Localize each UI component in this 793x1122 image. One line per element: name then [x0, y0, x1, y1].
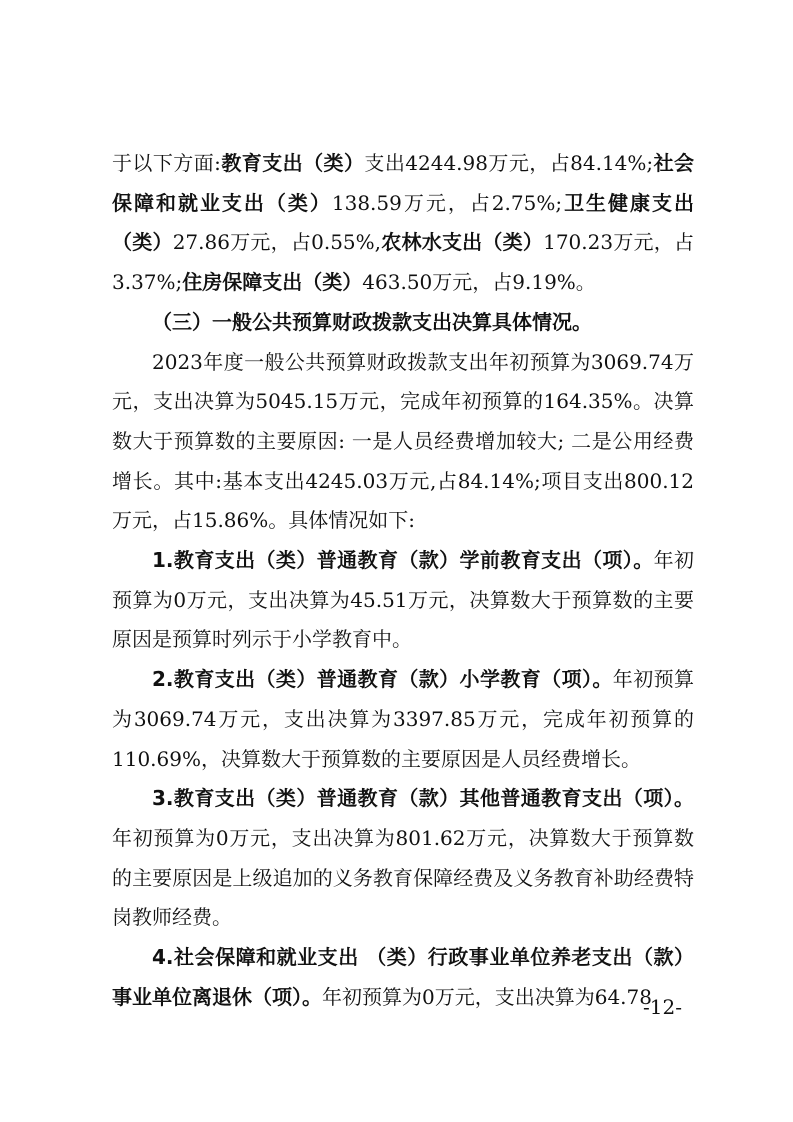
bold-heading-text: 住房保障支出（类） [182, 270, 363, 295]
body-text: 于以下方面: [112, 151, 221, 175]
paragraph-5 [112, 660, 694, 779]
paragraph-4 [112, 541, 694, 660]
body-text: 2023年度一般公共预算财政拨款支出年初预算为3069.74万元，支出决算为5045.15万元，完成年初预算的164.35%。决算数大于预算数的主要原因: 一是人员经费增加较大; 二是公用经费增长。其中:基本支出4245.03万元,占84.14%;项目支出800.12万元，占15.86%。具体情况如下: [112, 349, 694, 533]
bold-heading-text: （三）一般公共预算财政拨款支出决算具体情况。 [152, 309, 592, 334]
body-text: 27.86万元，占0.55%, [172, 230, 382, 255]
bold-heading-text: 卫生健康支出（类） [112, 190, 695, 255]
body-text: 年初预算为0万元，支出决算为45.51万元，决算数大于预算数的主要原因是预算时列示于小学教育中。 [112, 548, 695, 652]
bold-heading-text: 1.教育支出（类）普通教育（款）学前教育支出（项）。 [152, 548, 654, 573]
bold-heading-text: 2.教育支出（类）普通教育（款）小学教育（项）。 [152, 667, 613, 692]
bold-heading-text: 社会保障和就业支出（类） [112, 151, 695, 215]
bold-heading-text: 3.教育支出（类）普通教育（款）其他普通教育支出（项）。 [152, 786, 694, 811]
body-text: 170.23万元，占3.37%; [112, 230, 695, 295]
bold-heading-text: 教育支出（类） [220, 151, 365, 175]
body-text: 138.59万元，占2.75%; [331, 190, 563, 215]
bold-heading-text: 农林水支出（类） [381, 230, 544, 255]
paragraph-6 [112, 779, 694, 938]
body-text: 支出4244.98万元，占84.14%; [364, 151, 654, 175]
paragraph-3 [112, 343, 694, 542]
body-text: 年初预算为0万元，支出决算为64.78 [322, 984, 652, 1009]
page-number: -12- [643, 995, 682, 1019]
body-text: 年初预算为3069.74万元，支出决算为3397.85万元，完成年初预算的110.69%，决算数大于预算数的主要原因是人员经费增长。 [112, 667, 695, 771]
body-text: 463.50万元，占9.19%。 [362, 270, 596, 295]
document-body [112, 144, 694, 1017]
body-text: 年初预算为0万元，支出决算为801.62万元，决算数大于预算数的主要原因是上级追加的义务教育保障经费及义务教育补助经费特岗教师经费。 [112, 825, 694, 930]
paragraph-1 [112, 144, 694, 303]
paragraph-7 [112, 938, 694, 1017]
paragraph-2 [112, 303, 694, 343]
bold-heading-text: 4.社会保障和就业支出 （类）行政事业单位养老支出（款）事业单位离退休（项）。 [112, 945, 694, 1009]
